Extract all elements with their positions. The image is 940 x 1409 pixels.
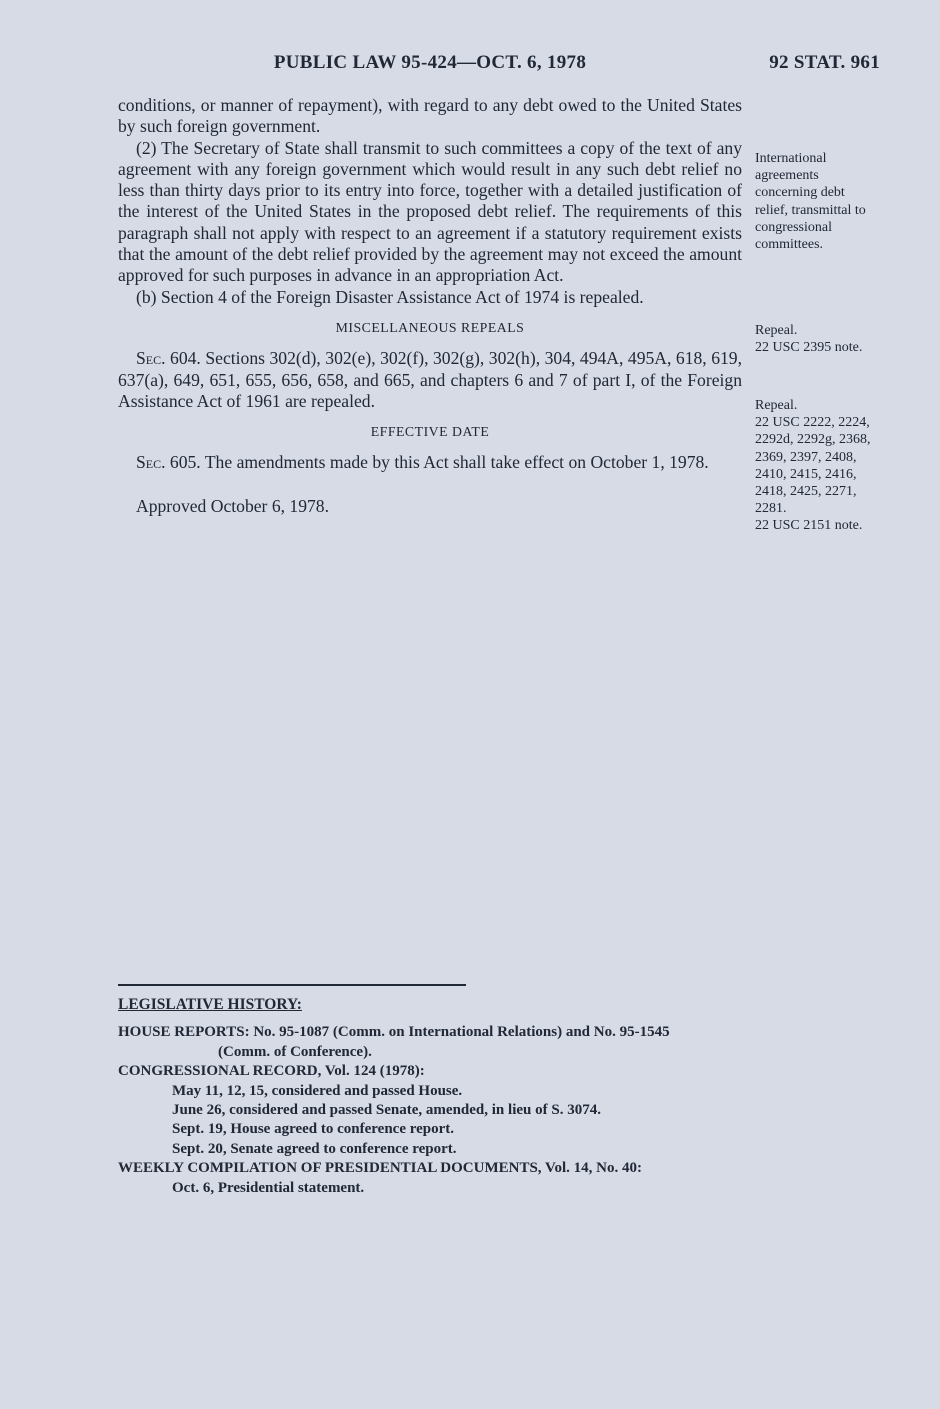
history-house-reports-line1: HOUSE REPORTS: No. 95-1087 (Comm. on International Relations) and No. 95-1545 [118, 1024, 670, 1041]
history-record-item: June 26, considered and passed Senate, amended, in lieu of S. 3074. [172, 1102, 601, 1119]
sec-604-text: Sections 302(d), 302(e), 302(f), 302(g), 302(h), 304, 494A, 495A, 618, 619, 637(a), 649, 651, 655, 656, 658, and 665, and chapters 6 and 7 of part I, of the Foreign Assistance Act of 1961 are repealed. [118, 348, 742, 411]
history-congressional-record: CONGRESSIONAL RECORD, Vol. 124 (1978): [118, 1063, 425, 1080]
history-record-item: May 11, 12, 15, considered and passed House. [172, 1082, 463, 1099]
page-header-law-title: PUBLIC LAW 95-424—OCT. 6, 1978 [273, 52, 587, 73]
history-house-reports-line2: (Comm. of Conference). [218, 1043, 372, 1060]
margin-note-international-agreements: International agreements concerning debt relief, transmittal to congressional committees. [755, 151, 866, 253]
paragraph-b-section4-repeal: (b) Section 4 of the Foreign Disaster Assistance Act of 1974 is repealed. [136, 286, 644, 307]
section-heading-miscellaneous-repeals: MISCELLANEOUS REPEALS [335, 319, 525, 335]
paragraph-continuation: conditions, or manner of repayment), with regard to any debt owed to the United States by such foreign government. [118, 95, 742, 137]
legislative-history-rule [118, 984, 466, 986]
main-text-column [118, 95, 742, 517]
legislative-history-section [118, 984, 768, 1198]
history-weekly-compilation: WEEKLY COMPILATION OF PRESIDENTIAL DOCUMENTS, Vol. 14, No. 40: [118, 1160, 642, 1177]
margin-note-repeal-list-text: 22 USC 2222, 2224, 2292d, 2292g, 2368, 2369, 2397, 2408, 2410, 2415, 2416, 2418, 2425, 2271, 2281. [755, 415, 871, 517]
margin-note-repeal-2395-text: 22 USC 2395 note. [755, 340, 863, 356]
paragraph-2-secretary-transmittal: (2) The Secretary of State shall transmit to such committees a copy of the text of any agreement with any foreign government which would result in any such debt relief no less than thirty days prior to its entry into force, together with a detailed justification of the interest of the United States in the proposed debt relief. The requirements of this paragraph shall not apply with respect to an agreement if a statutory requirement exists that the amount of the debt relief provided by the agreement may not exceed the amount approved for such purposes in advance in an appropriation Act. [118, 137, 742, 286]
paragraph-sec-605 [118, 452, 742, 473]
margin-note-repeal-list-title: Repeal. [755, 398, 798, 413]
paragraph-sec-604 [118, 348, 742, 412]
page-header-stat-citation: 92 STAT. 961 [769, 52, 880, 73]
sec-604-label: Sec. 604. [136, 348, 201, 369]
margin-note-repeal-2395-title: Repeal. [755, 323, 798, 338]
sec-605-label: Sec. 605. [136, 452, 201, 473]
approved-line: Approved October 6, 1978. [136, 495, 329, 516]
margin-note-repeal-list-extra: 22 USC 2151 note. [755, 518, 863, 534]
history-record-item: Sept. 19, House agreed to conference report. [172, 1121, 455, 1138]
section-heading-effective-date: EFFECTIVE DATE [370, 424, 490, 440]
history-weekly-item: Oct. 6, Presidential statement. [172, 1179, 365, 1196]
legislative-history-title: LEGISLATIVE HISTORY: [118, 996, 302, 1013]
margin-note-repeal-list [755, 397, 873, 535]
sec-605-text: The amendments made by this Act shall take effect on October 1, 1978. [204, 452, 709, 473]
history-record-item: Sept. 20, Senate agreed to conference report. [172, 1140, 457, 1157]
margin-note-repeal-2395 [755, 322, 873, 356]
